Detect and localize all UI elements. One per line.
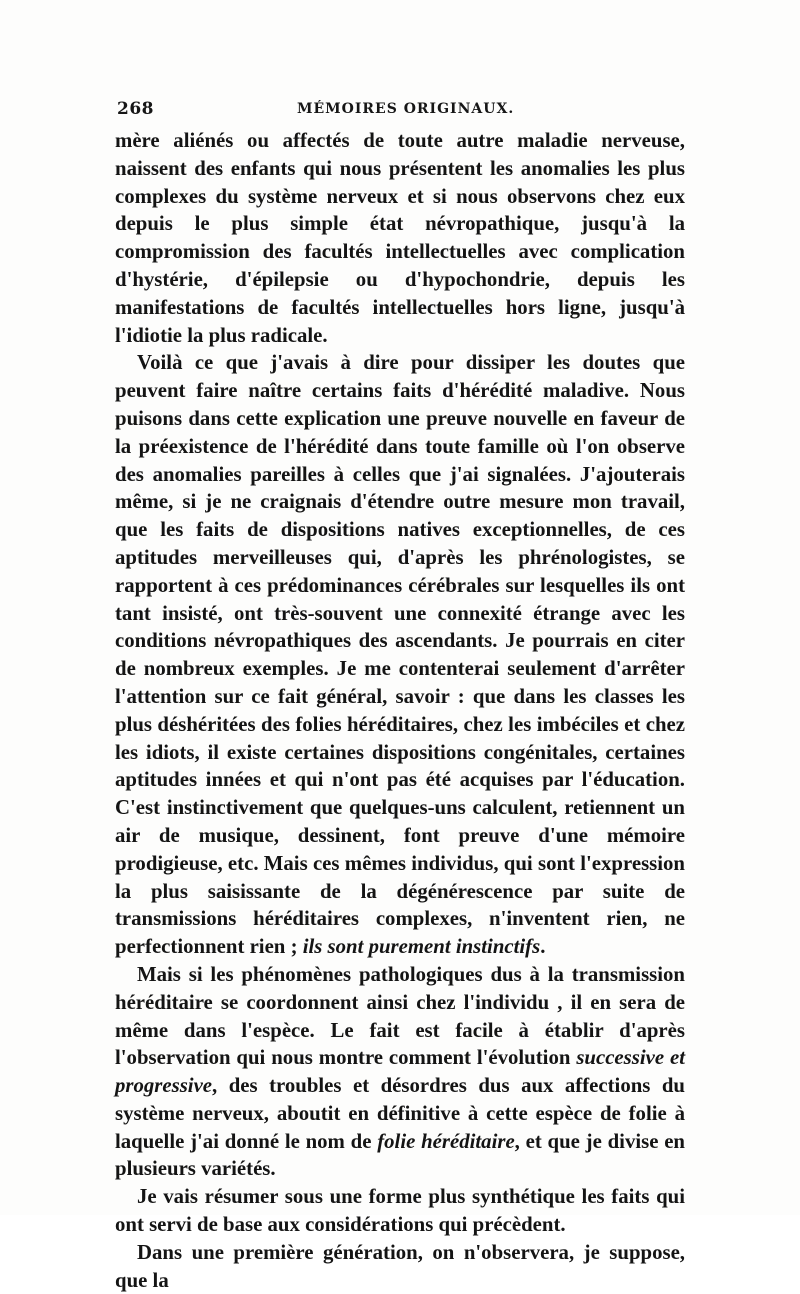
italic-segment: ils sont purement instinctifs bbox=[302, 935, 541, 959]
paragraph bbox=[115, 349, 685, 961]
text-segment: , et que je divise en plusieurs variétés. bbox=[115, 1129, 686, 1181]
paragraph bbox=[115, 1183, 685, 1239]
paragraph bbox=[115, 127, 685, 349]
text-segment: . bbox=[540, 935, 546, 959]
paragraph bbox=[115, 1239, 685, 1294]
text-segment: mère aliénés ou affectés de toute autre maladie nerveuse, naissent des enfants qui nous présentent les anomalies les plus complexes du système nerveux et si nous observons chez eux depuis le plus simple état névropathique, jusqu'à la compromission des facultés intellectuelles avec complication d'hystérie, d'épilepsie ou d'hypochondrie, depuis les manifestations de facultés intellectuelles hors ligne, jusqu'à l'idiotie la plus radicale. bbox=[115, 129, 685, 347]
paragraph bbox=[115, 961, 685, 1183]
text-segment: Je vais résumer sous une forme plus synthétique les faits qui ont servi de base aux considérations qui précèdent. bbox=[115, 1185, 685, 1237]
italic-segment: folie héréditaire bbox=[377, 1129, 515, 1153]
text-segment: Mais si les phénomènes pathologiques dus à la transmission héréditaire se coordonnent ainsi chez l'individu , il en sera de même dans l'espèce. Le fait est facile à établir d'après l'observation qui nous montre comment l'évolution bbox=[115, 962, 685, 1070]
body-text bbox=[115, 127, 685, 1294]
text-segment: Voilà ce que j'avais à dire pour dissiper les doutes que peuvent faire naître certains faits d'hérédité maladive. Nous puisons dans cette explication une preuve nouvelle en faveur de la préexistence de l'hérédité dans toute famille où l'on observe des anomalies pareilles à celles que j'ai signalées. J'ajouterais même, si je ne craignais d'étendre outre mesure mon travail, que les faits de dispositions natives exceptionnelles, de ces aptitudes merveilleuses qui, d'après les phrénologistes, se rapportent à ces prédominances cérébrales sur lesquelles ils ont tant insisté, ont très-souvent une connexité étrange avec les conditions névropathiques des ascendants. Je pourrais en citer de nombreux exemples. Je me contenterai seulement d'arrêter l'attention sur ce fait général, savoir : que dans les classes les plus déshéritées des folies héréditaires, chez les imbéciles et chez les idiots, il existe certaines dispositions congénitales, certaines aptitudes innées et qui n'ont pas été acquises par l'éducation. C'est instinctivement que quelques-uns calculent, retiennent un air de musique, dessinent, font preuve d'une mémoire prodigieuse, etc. Mais ces mêmes individus, qui sont l'expression la plus saisissante de la dégénérescence par suite de transmissions héréditaires complexes, n'inventent rien, ne perfectionnent rien ; bbox=[115, 351, 685, 959]
page-header bbox=[117, 99, 683, 125]
page-number: 268 bbox=[117, 99, 154, 119]
text-segment: , des troubles et désordres dus aux affections du système nerveux, aboutit en définitive à cette espèce de folie à laquelle j'ai donné le nom de bbox=[115, 1074, 685, 1153]
text-segment: Dans une première génération, on n'observera, je suppose, que la bbox=[115, 1240, 685, 1292]
running-title: MÉMOIRES ORIGINAUX. bbox=[297, 101, 515, 117]
italic-segment: successive et progressive bbox=[115, 1046, 685, 1098]
